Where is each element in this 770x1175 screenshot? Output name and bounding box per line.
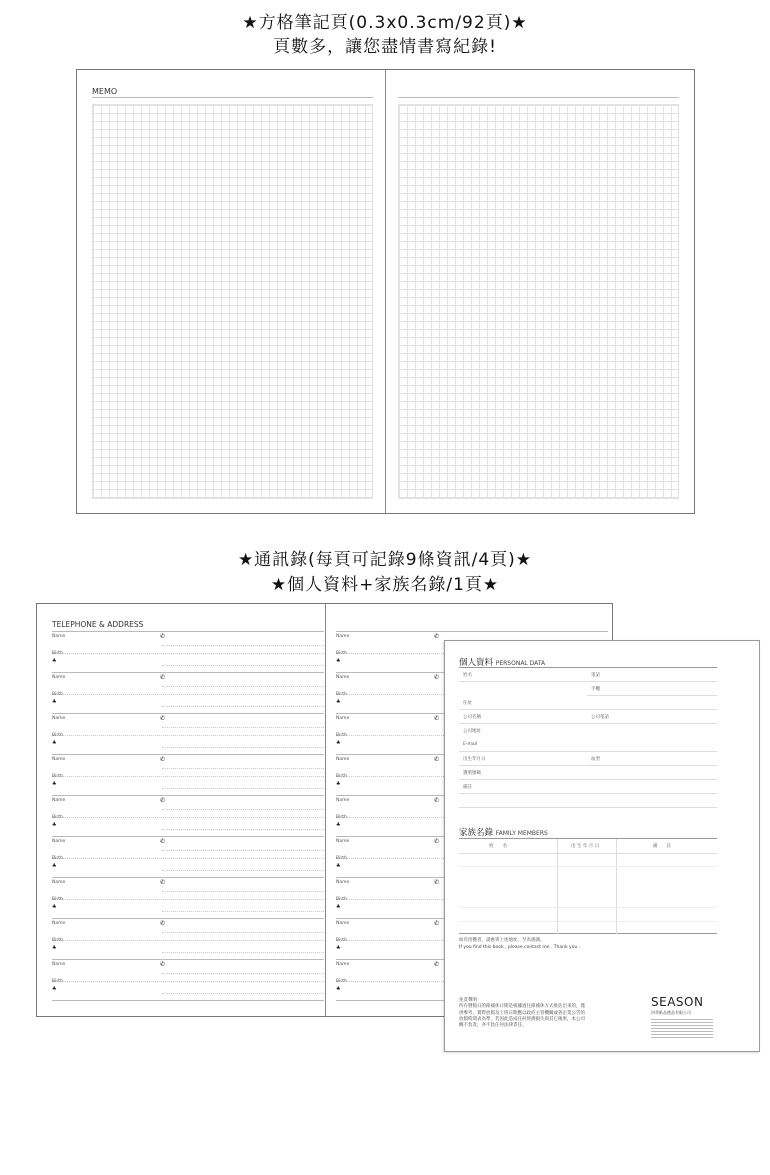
dotted-line bbox=[52, 735, 324, 736]
dotted-line bbox=[52, 776, 324, 777]
birth-label: Birth bbox=[336, 856, 347, 861]
name-label: Name bbox=[336, 716, 350, 721]
field-company[interactable] bbox=[459, 710, 717, 724]
birth-label: Birth bbox=[52, 979, 63, 984]
phone-icon: ✆ bbox=[434, 961, 440, 968]
name-label: Name bbox=[336, 921, 350, 926]
dotted-line bbox=[162, 809, 324, 810]
cake-icon: ♣ bbox=[52, 945, 57, 951]
phone-icon: ✆ bbox=[160, 961, 166, 968]
dotted-line bbox=[162, 665, 324, 666]
company-info bbox=[651, 1017, 713, 1039]
address-entry[interactable] bbox=[52, 959, 324, 1000]
dotted-line bbox=[162, 952, 324, 953]
cake-icon: ♣ bbox=[52, 986, 57, 992]
dotted-line bbox=[52, 653, 324, 654]
name-label: Name bbox=[336, 839, 350, 844]
name-label: Name bbox=[52, 634, 66, 639]
name-label: Name bbox=[52, 880, 66, 885]
birth-label: Birth bbox=[336, 692, 347, 697]
dotted-line bbox=[162, 973, 324, 974]
dotted-line bbox=[52, 694, 324, 695]
family-header-name: 姓 名 bbox=[489, 844, 507, 849]
cake-icon: ♣ bbox=[52, 658, 57, 664]
label: 手機 bbox=[591, 687, 600, 692]
dotted-line bbox=[52, 817, 324, 818]
birth-label: Birth bbox=[52, 733, 63, 738]
family-table bbox=[459, 838, 717, 934]
found-note-en: If you find this book , please contact me . Thank you . bbox=[459, 945, 581, 950]
address-entry[interactable] bbox=[52, 836, 324, 877]
address-entry[interactable] bbox=[52, 918, 324, 959]
cake-icon: ♣ bbox=[52, 781, 57, 787]
headline-address: ★通訊錄(每頁可記錄9條資訊/4頁)★ bbox=[237, 550, 533, 570]
label: 電話 bbox=[591, 673, 600, 678]
cake-icon: ♣ bbox=[52, 904, 57, 910]
dotted-line bbox=[52, 940, 324, 941]
dotted-line bbox=[162, 911, 324, 912]
address-entry[interactable] bbox=[52, 795, 324, 836]
dotted-line bbox=[162, 768, 324, 769]
field-company-address[interactable] bbox=[459, 724, 717, 738]
address-entry[interactable] bbox=[52, 631, 324, 672]
phone-icon: ✆ bbox=[434, 797, 440, 804]
personal-title-zh: 個人資料 bbox=[459, 658, 494, 668]
phone-icon: ✆ bbox=[160, 674, 166, 681]
dotted-line bbox=[162, 870, 324, 871]
name-label: Name bbox=[52, 757, 66, 762]
disclaimer bbox=[459, 998, 589, 1029]
address-entry[interactable] bbox=[52, 713, 324, 754]
birth-label: Birth bbox=[52, 815, 63, 820]
divider bbox=[398, 97, 679, 98]
field-blank[interactable] bbox=[459, 794, 717, 808]
birth-label: Birth bbox=[52, 897, 63, 902]
dotted-line bbox=[162, 747, 324, 748]
phone-icon: ✆ bbox=[434, 920, 440, 927]
phone-icon: ✆ bbox=[434, 838, 440, 845]
cake-icon: ♣ bbox=[336, 863, 341, 869]
field-birthday[interactable] bbox=[459, 752, 717, 766]
address-title: TELEPHONE & ADDRESS bbox=[52, 620, 144, 629]
disclaimer-text: 所有曆假日的節補休日期是根據過往節補休方式推估出來的，僅供參考，實際放假及上班日期應以政府主管機關或各企業公告的放假時間表為準，若因此造成任何經濟損失與其它後果，本公司概不負責，亦不負任何法律責任。 bbox=[459, 1004, 585, 1029]
headline-grid-notes: ★方格筆記頁(0.3x0.3cm/92頁)★ bbox=[242, 13, 528, 33]
found-note-zh: 如有拾獲者，請惠寄上述地址，至為感謝。 bbox=[459, 938, 545, 943]
phone-icon: ✆ bbox=[160, 838, 166, 845]
phone-icon: ✆ bbox=[160, 715, 166, 722]
memo-label: MEMO bbox=[92, 87, 118, 96]
cake-icon: ♣ bbox=[52, 740, 57, 746]
dotted-line bbox=[162, 645, 324, 646]
dotted-line bbox=[52, 899, 324, 900]
cake-icon: ♣ bbox=[336, 781, 341, 787]
address-entry[interactable] bbox=[52, 672, 324, 713]
field-name[interactable] bbox=[459, 668, 717, 682]
dotted-line bbox=[162, 932, 324, 933]
birth-label: Birth bbox=[336, 815, 347, 820]
company-name: 四季紙品禮品有限公司 bbox=[651, 1010, 691, 1015]
cake-icon: ♣ bbox=[336, 945, 341, 951]
birth-label: Birth bbox=[336, 733, 347, 738]
birth-label: Birth bbox=[336, 897, 347, 902]
dotted-line bbox=[52, 858, 324, 859]
family-title-zh: 家族名錄 bbox=[459, 828, 494, 838]
field-passport[interactable] bbox=[459, 766, 717, 780]
label: 血型 bbox=[591, 757, 600, 762]
birth-label: Birth bbox=[336, 979, 347, 984]
birth-label: Birth bbox=[52, 856, 63, 861]
name-label: Name bbox=[336, 798, 350, 803]
label: 公司地址 bbox=[463, 729, 481, 734]
name-label: Name bbox=[336, 675, 350, 680]
cake-icon: ♣ bbox=[336, 740, 341, 746]
phone-icon: ✆ bbox=[160, 797, 166, 804]
phone-icon: ✆ bbox=[434, 674, 440, 681]
phone-icon: ✆ bbox=[434, 715, 440, 722]
label: 公司電話 bbox=[591, 715, 609, 720]
label: 住址 bbox=[463, 701, 472, 706]
field-email[interactable] bbox=[459, 738, 717, 752]
dotted-line bbox=[162, 993, 324, 994]
divider bbox=[52, 1000, 324, 1001]
cake-icon: ♣ bbox=[336, 904, 341, 910]
family-title bbox=[459, 826, 548, 838]
label: 姓名 bbox=[463, 673, 472, 678]
birth-label: Birth bbox=[52, 774, 63, 779]
divider bbox=[459, 921, 717, 922]
phone-icon: ✆ bbox=[434, 633, 440, 640]
field-remarks[interactable] bbox=[459, 780, 717, 794]
divider bbox=[92, 97, 373, 98]
disclaimer-title: 免責聲明： bbox=[459, 998, 482, 1003]
phone-icon: ✆ bbox=[434, 756, 440, 763]
dotted-line bbox=[162, 829, 324, 830]
birth-label: Birth bbox=[52, 938, 63, 943]
address-entry[interactable] bbox=[52, 754, 324, 795]
name-label: Name bbox=[52, 798, 66, 803]
phone-icon: ✆ bbox=[160, 879, 166, 886]
name-label: Name bbox=[52, 962, 66, 967]
spine bbox=[385, 70, 386, 513]
name-label: Name bbox=[52, 675, 66, 680]
spine bbox=[325, 604, 326, 1016]
name-label: Name bbox=[52, 716, 66, 721]
cake-icon: ♣ bbox=[52, 699, 57, 705]
phone-icon: ✆ bbox=[434, 879, 440, 886]
label: 備註 bbox=[463, 785, 472, 790]
divider bbox=[459, 907, 717, 908]
field-address[interactable] bbox=[459, 696, 717, 710]
headline-grid-notes-sub: 頁數多，讓您盡情書寫紀錄! bbox=[273, 37, 497, 57]
cake-icon: ♣ bbox=[52, 863, 57, 869]
divider bbox=[459, 853, 717, 854]
name-label: Name bbox=[336, 880, 350, 885]
birth-label: Birth bbox=[336, 774, 347, 779]
label: 出生年月日 bbox=[463, 757, 486, 762]
cake-icon: ♣ bbox=[336, 986, 341, 992]
label: 公司名稱 bbox=[463, 715, 481, 720]
field-mobile[interactable] bbox=[587, 682, 717, 696]
grid-page-right bbox=[398, 104, 679, 499]
season-logo: SEASON bbox=[651, 995, 704, 1009]
personal-data-page bbox=[444, 640, 760, 1052]
phone-icon: ✆ bbox=[160, 920, 166, 927]
birth-label: Birth bbox=[336, 938, 347, 943]
dotted-line bbox=[162, 788, 324, 789]
family-header-birthday: 出 生 年 月 日 bbox=[571, 844, 600, 849]
dotted-line bbox=[162, 891, 324, 892]
cake-icon: ♣ bbox=[336, 699, 341, 705]
name-label: Name bbox=[52, 921, 66, 926]
name-label: Name bbox=[52, 839, 66, 844]
label: E-mail bbox=[463, 742, 478, 747]
birth-label: Birth bbox=[52, 692, 63, 697]
label: 護照號碼 bbox=[463, 771, 481, 776]
name-label: Name bbox=[336, 757, 350, 762]
family-header-remarks: 備 註 bbox=[653, 844, 671, 849]
name-label: Name bbox=[336, 634, 350, 639]
name-label: Name bbox=[336, 962, 350, 967]
cake-icon: ♣ bbox=[336, 822, 341, 828]
memo-spread bbox=[76, 69, 695, 514]
dotted-line bbox=[162, 706, 324, 707]
grid-page-left bbox=[92, 104, 373, 499]
headline-address-sub: ★個人資料+家族名錄/1頁★ bbox=[270, 575, 500, 595]
dotted-line bbox=[52, 981, 324, 982]
address-entry[interactable] bbox=[52, 877, 324, 918]
dotted-line bbox=[162, 850, 324, 851]
birth-label: Birth bbox=[336, 651, 347, 656]
birth-label: Birth bbox=[52, 651, 63, 656]
cake-icon: ♣ bbox=[52, 822, 57, 828]
dotted-line bbox=[162, 686, 324, 687]
personal-title-en: PERSONAL DATA bbox=[495, 660, 546, 667]
dotted-line bbox=[162, 727, 324, 728]
divider bbox=[459, 866, 717, 867]
cake-icon: ♣ bbox=[336, 658, 341, 664]
phone-icon: ✆ bbox=[160, 633, 166, 640]
phone-icon: ✆ bbox=[160, 756, 166, 763]
family-title-en: FAMILY MEMBERS bbox=[495, 830, 548, 837]
